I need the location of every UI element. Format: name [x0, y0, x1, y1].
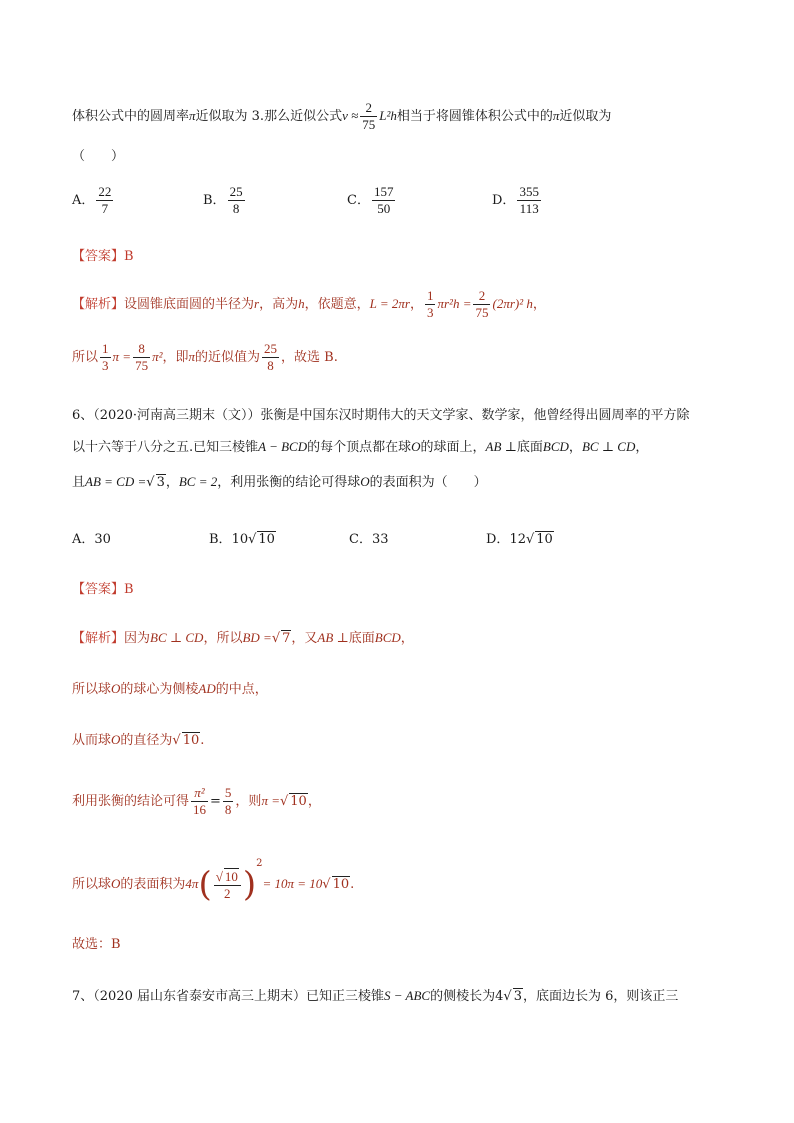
q6-analysis-line4: 利用张衡的结论可得 $\frac{\text{π²}}{16}$ = $\frac{5}{8}$ ，则π =√ 10，: [72, 785, 321, 817]
q5-analysis-line1: 【解析】设圆锥底面圆的半径为r，高为h，依题意，L = 2πr， $\frac{1}{3}$ πr²h = $\frac{2}{75}$ (2πr)² h，: [72, 288, 546, 320]
q6-option-c[interactable]: C．33: [349, 532, 389, 547]
q6-stem-line1: 6、（2020·河南高三期末（文））张衡是中国东汉时期伟大的天文学家、数学家，他曾经得出圆周率的平方除: [72, 408, 690, 423]
q5-analysis-line2: 所以 $\frac{1}{3}$ π = $\frac{8}{75}$ π²，即π的近似值为 $\frac{25}{8}$ ，故选 B.: [72, 341, 338, 373]
q6-conclusion: 故选：B: [72, 937, 121, 952]
q6-analysis-line1: 【解析】因为BC ⊥ CD，所以BD =√ 7，又AB ⊥底面BCD，: [72, 630, 414, 646]
q6-analysis-line3: 从而球O的直径为√ 10.: [72, 732, 205, 748]
q6-option-d[interactable]: D．12√ 10: [486, 532, 553, 547]
q6-answer: 【答案】B: [72, 582, 134, 597]
q6-option-b[interactable]: B．10√ 10: [209, 532, 275, 547]
q5-option-b[interactable]: B． $\frac{25}{8}$: [203, 184, 243, 216]
q5-answer: 【答案】B: [72, 249, 134, 264]
q6-option-a[interactable]: A．30: [72, 532, 111, 547]
q7-stem-line1: 7、（2020 届山东省泰安市高三上期末）已知正三棱锥S − ABC的侧棱长为4√ 3，底面边长为 6，则该正三: [72, 988, 679, 1004]
q6-analysis-line2: 所以球O的球心为侧棱AD的中点，: [72, 681, 268, 697]
q5-option-c[interactable]: C． $\frac{157}{50}$: [347, 184, 394, 216]
q6-stem-line2: 以十六等于八分之五.已知三棱锥A − BCD的每个顶点都在球O的球面上，AB ⊥底面BCD，BC ⊥ CD，: [72, 439, 649, 455]
q6-analysis-line5: 所以球O的表面积为4π( $\frac{√ 10}{2}$ )$^2$= 10π = 10√ 10.: [72, 858, 355, 905]
q5-option-d[interactable]: D． $\frac{355}{113}$: [492, 184, 539, 216]
fraction: $\frac{2}{75}$: [362, 100, 376, 132]
q5-stem-line1: 体积公式中的圆周率π近似取为 3.那么近似公式v ≈ $\frac{2}{75}$ L²h相当于将圆锥体积公式中的π近似取为: [72, 100, 612, 132]
q5-option-a[interactable]: A． $\frac{22}{7}$: [72, 184, 112, 216]
q6-stem-line3: 且AB = CD =√ 3，BC = 2，利用张衡的结论可得球O的表面积为（ ）: [72, 474, 487, 490]
q5-paren: （ ）: [72, 149, 125, 164]
